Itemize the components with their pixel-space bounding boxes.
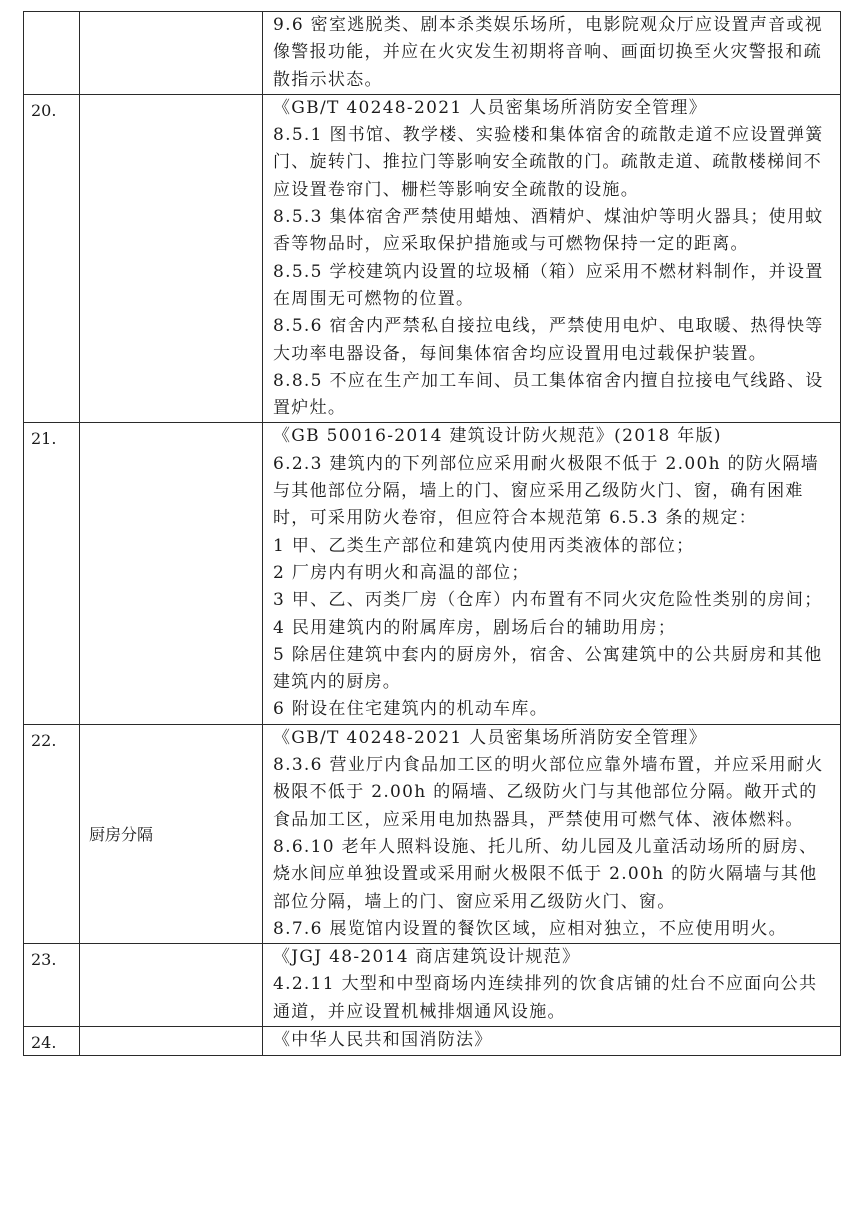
clause-text: 5 除居住建筑中套内的厨房外，宿舍、公寓建筑中的公共厨房和其他建筑内的厨房。 [273,644,823,693]
standard-title: 《GB/T 40248-2021 人员密集场所消防安全管理》 [273,727,708,748]
table-row [24,944,841,1027]
row-number: 20. [24,94,80,423]
row-category: 厨房分隔 [80,724,263,943]
clause-text: 8.5.6 宿舍内严禁私自接拉电线，严禁使用电炉、电取暖、热得快等大功率电器设备，每间集体宿舍均应设置用电过载保护装置。 [273,316,824,364]
clause-text: 6.2.3 建筑内的下列部位应采用耐火极限不低于 2.00h 的防火隔墙与其他部位分隔，墙上的门、窗应采用乙级防火门、窗，确有困难时，可采用防火卷帘，但应符合本规范第 6.5.3 条的规定： [273,453,820,529]
clause-text: 1 甲、乙类生产部位和建筑内使用丙类液体的部位； [273,535,695,556]
clause-text: 8.3.6 营业厅内食品加工区的明火部位应靠外墙布置，并应采用耐火极限不低于 2.00h 的隔墙、乙级防火门与其他部位分隔。敞开式的食品加工区，应采用电加热器具，严禁使用可燃气体、液体燃料。 [273,755,824,830]
row-category [80,944,263,1027]
row-category [80,12,263,95]
row-content [263,423,841,724]
clause-text: 9.6 密室逃脱类、剧本杀类娱乐场所，电影院观众厅应设置声音或视像警报功能，并应在火灾发生初期将音响、画面切换至火灾警报和疏散指示状态。 [273,15,824,90]
row-content [263,94,841,423]
clause-text: 8.5.5 学校建筑内设置的垃圾桶（箱）应采用不燃材料制作，并设置在周围无可燃物的位置。 [273,261,824,309]
regulation-table [23,11,841,1056]
standard-title: 《中华人民共和国消防法》 [273,1029,493,1050]
row-number: 24. [24,1026,80,1055]
row-number: 23. [24,944,80,1027]
table-row [24,12,841,95]
row-number [24,12,80,95]
standard-title: 《JGJ 48-2014 商店建筑设计规范》 [273,947,581,968]
clause-text: 4.2.11 大型和中型商场内连续排列的饮食店铺的灶台不应面向公共通道，并应设置机械排烟通风设施。 [273,974,818,1022]
table-row [24,1026,841,1055]
clause-text: 8.8.5 不应在生产加工车间、员工集体宿舍内擅自拉接电气线路、设置炉灶。 [273,370,824,419]
row-content [263,724,841,943]
table-row [24,94,841,423]
standard-title: 《GB/T 40248-2021 人员密集场所消防安全管理》 [273,97,708,118]
row-category [80,1026,263,1055]
table-body [24,12,841,1056]
row-category [80,423,263,724]
row-content [263,944,841,1027]
row-content [263,12,841,95]
clause-text: 8.7.6 展览馆内设置的餐饮区域，应相对独立，不应使用明火。 [273,918,787,939]
row-content [263,1026,841,1055]
clause-text: 6 附设在住宅建筑内的机动车库。 [273,699,549,720]
row-number: 21. [24,423,80,724]
clause-text: 8.5.1 图书馆、教学楼、实验楼和集体宿舍的疏散走道不应设置弹簧门、旋转门、推拉门等影响安全疏散的门。疏散走道、疏散楼梯间不应设置卷帘门、栅栏等影响安全疏散的设施。 [273,125,824,200]
table-row [24,724,841,943]
clause-text: 3 甲、乙、丙类厂房（仓库）内布置有不同火灾危险性类别的房间； [273,590,823,611]
standard-title: 《GB 50016-2014 建筑设计防火规范》(2018 年版) [273,426,722,447]
clause-text: 8.6.10 老年人照料设施、托儿所、幼儿园及儿童活动场所的厨房、烧水间应单独设置或采用耐火极限不低于 2.00h 的防火隔墙与其他部位分隔，墙上的门、窗应采用乙级防火门、窗。 [273,836,818,912]
clause-text: 4 民用建筑内的附属库房，剧场后台的辅助用房； [273,617,677,638]
row-number: 22. [24,724,80,943]
row-category [80,94,263,423]
table-row [24,423,841,724]
clause-text: 2 厂房内有明火和高温的部位； [273,562,530,583]
clause-text: 8.5.3 集体宿舍严禁使用蜡烛、酒精炉、煤油炉等明火器具；使用蚊香等物品时，应采取保护措施或与可燃物保持一定的距离。 [273,207,824,255]
